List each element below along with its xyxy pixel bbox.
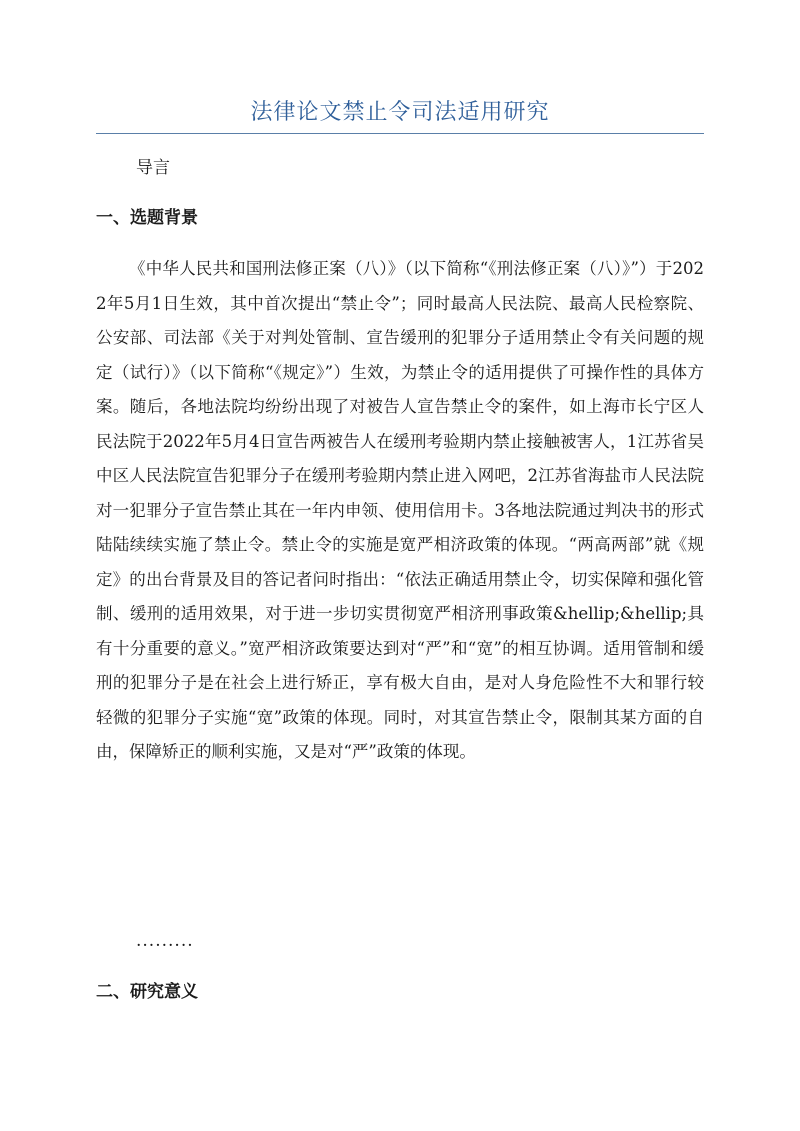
section-heading-significance: 二、研究意义 [96,982,198,1002]
intro-label: 导言 [136,158,170,178]
section-body-background: 《中华人民共和国刑法修正案（八）》（以下简称“《刑法修正案（八）》”）于2022年5月1日生效，其中首次提出“禁止令”；同时最高人民法院、最高人民检察院、公安部、司法部《关于对判处管制、宣告缓刑的犯罪分子适用禁止令有关问题的规定（试行）》（以下简称“《规定》”）生效，为禁止令的适用提供了可操作性的具体方案。随后，各地法院均纷纷出现了对被告人宣告禁止令的案件，如上海市长宁区人民法院于2022年5月4日宣告两被告人在缓刑考验期内禁止接触被害人，1江苏省吴中区人民法院宣告犯罪分子在缓刑考验期内禁止进入网吧，2江苏省海盐市人民法院对一犯罪分子宣告禁止其在一年内申领、使用信用卡。3各地法院通过判决书的形式陆陆续续实施了禁止令。禁止令的实施是宽严相济政策的体现。“两高两部”就《规定》的出台背景及目的答记者问时指出：“依法正确适用禁止令，切实保障和强化管制、缓刑的适用效果，对于进一步切实贯彻宽严相济刑事政策&hellip;&hellip;具有十分重要的意义。”宽严相济政策要达到对“严”和“宽”的相互协调。适用管制和缓刑的犯罪分子是在社会上进行矫正，享有极大自由，是对人身危险性不大和罪行较轻微的犯罪分子实施“宽”政策的体现。同时，对其宣告禁止令，限制其某方面的自由，保障矫正的顺利实施，又是对“严”政策的体现。 [96,259,704,761]
section-heading-background: 一、选题背景 [96,208,198,228]
title-underline [96,133,704,134]
ellipsis-marker: ......... [136,931,194,951]
document-title: 法律论文禁止令司法适用研究 [250,100,550,125]
